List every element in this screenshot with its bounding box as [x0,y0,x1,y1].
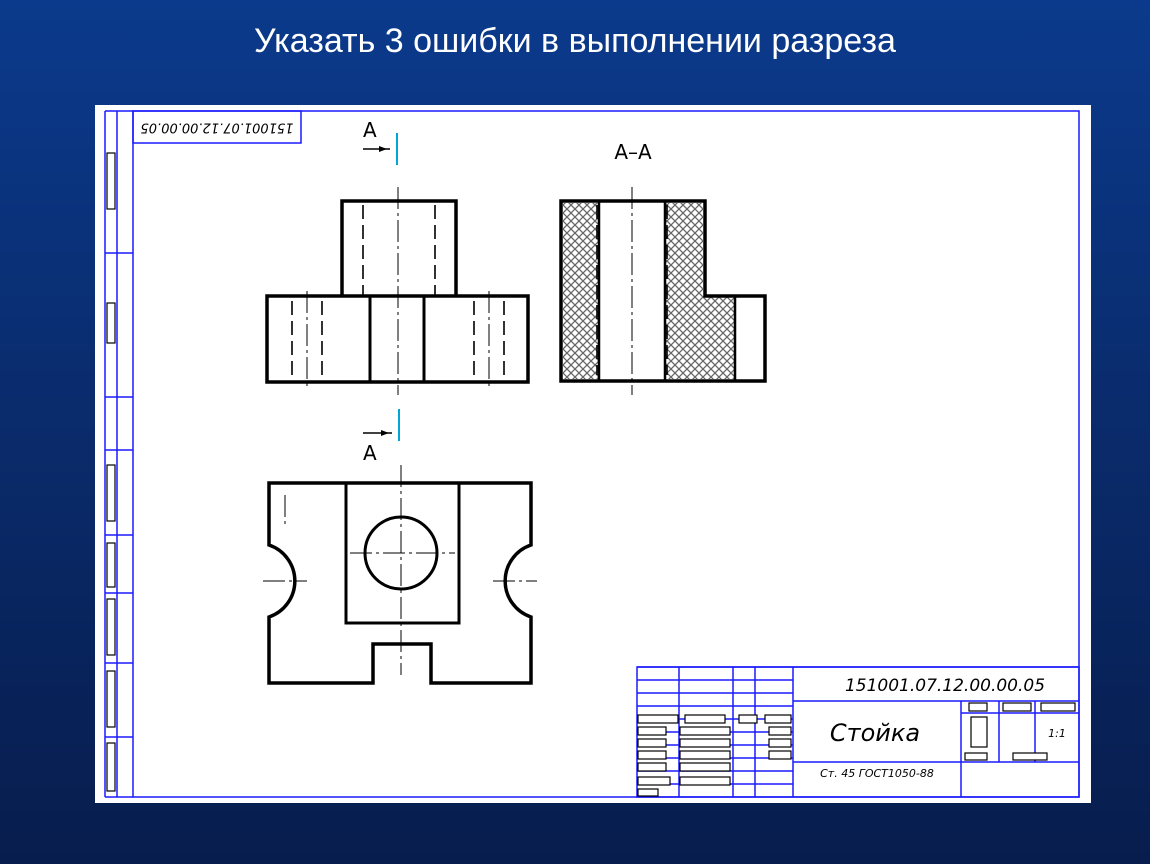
frame-side-blocks [107,153,115,791]
technical-drawing [95,105,1091,803]
section-arrow-bottom-label: А [363,441,377,465]
title-block [637,667,1079,797]
drawing-sheet [95,105,1091,803]
title-block-part-name: Стойка [829,719,921,747]
rotated-stamp-code: 151001.07.12.00.00.05 [140,119,294,135]
slide-title: Указать 3 ошибки в выполнении разреза [254,22,896,60]
title-block-designation: 151001.07.12.00.00.05 [844,676,1046,696]
top-view [263,465,537,683]
front-view [267,187,528,395]
section-view [561,140,765,395]
section-arrow-top-label: А [363,118,377,142]
rotated-stamp [133,111,301,143]
title-block-material: Ст. 45 ГОСТ1050-88 [820,767,934,780]
section-view-label: А–А [614,140,652,164]
title-block-scale: 1:1 [1048,727,1066,740]
section-arrow-top [363,118,397,165]
section-arrow-bottom [363,409,399,465]
